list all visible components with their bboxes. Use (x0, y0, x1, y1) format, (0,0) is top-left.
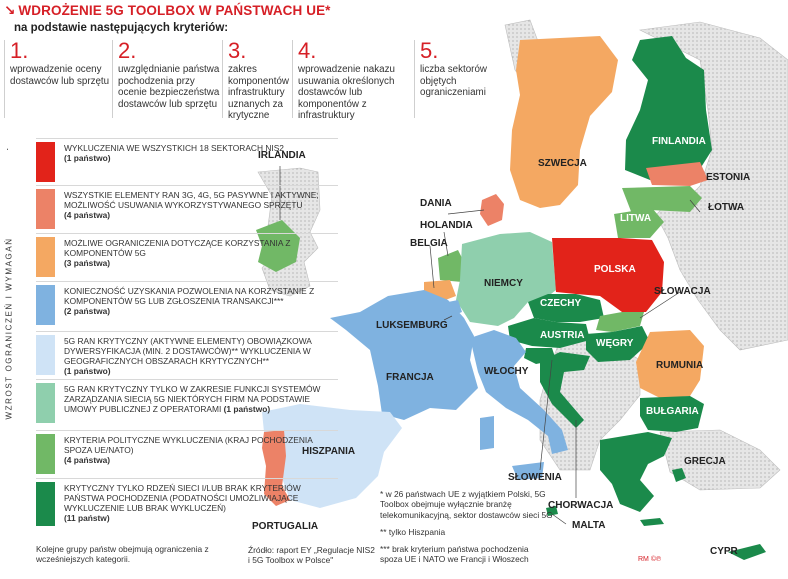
legend-swatch (36, 189, 55, 229)
label-hiszpania: HISZPANIA (302, 446, 356, 457)
criterion-text: wprowadzenie oceny dostawców lub sprzętu (10, 64, 110, 87)
note-2: ** tylko Hiszpania (380, 527, 446, 537)
legend-item-3 (36, 233, 338, 278)
criterion-number: 4. (298, 38, 317, 63)
criterion-text: zakres komponentów infrastruktury uznanych za krytyczne (228, 64, 289, 121)
criterion-1 (4, 40, 112, 118)
label-litwa: LITWA (620, 213, 652, 224)
legend-swatch (36, 335, 55, 375)
label-czechy: CZECHY (540, 298, 582, 309)
label-szwecja: SZWECJA (538, 158, 587, 169)
label-niemcy: NIEMCY (484, 278, 523, 289)
page-subtitle: na podstawie następujących kryteriów: (14, 22, 229, 34)
country-francja (330, 290, 478, 420)
label-holandia: HOLANDIA (420, 220, 473, 231)
source-note: Źródło: raport EY „Regulacje NIS2 i 5G Toolbox w Polsce" (248, 545, 375, 566)
legend-item-5 (36, 331, 338, 376)
label-wlochy: WŁOCHY (484, 366, 529, 377)
legend-swatch (36, 482, 55, 526)
page-title (4, 3, 331, 19)
label-slowacja: SŁOWACJA (654, 286, 711, 297)
label-luksemburg: LUKSEMBURG (376, 320, 448, 331)
note-1: * w 26 państwach UE z wyjątkiem Polski, 5G Toolbox obejmuje wyłącznie branżę telekomunikacyjną, sektor dostawców sieci 5G (380, 489, 553, 520)
label-malta: MALTA (572, 520, 606, 531)
legend-item-6 (36, 379, 338, 424)
label-austria: AUSTRIA (540, 330, 585, 341)
axis-label: WZROST OGRANICZEŃ I WYMAGAŃ (4, 237, 14, 420)
legend-text: WYKLUCZENIA WE WSZYSTKICH 18 SEKTORACH NIS2 (1 państwo) (64, 143, 284, 163)
criterion-5 (414, 40, 498, 118)
legend-text: KONIECZNOŚĆ UZYSKANIA POZWOLENIA NA KORZYSTANIE Z KOMPONENTÓW 5G LUB ZGŁOSZENIA TRANSAKCJI*** (2 państwa) (64, 286, 315, 316)
label-estonia: ESTONIA (706, 172, 751, 183)
criterion-text: wprowadzenie nakazu usuwania określonych dostawców lub komponentów z infrastruktury (298, 64, 395, 121)
legend-text: WSZYSTKIE ELEMENTY RAN 3G, 4G, 5G PASYWNE I AKTYWNE; MOŻLIWOŚĆ USUWANIA WYKORZYSTYWANEGO SPRZĘTU (4 państwa) (64, 190, 319, 220)
title-arrow-icon: ↘ (4, 3, 16, 18)
legend-swatch (36, 434, 55, 474)
legend-item-4 (36, 281, 338, 326)
label-finlandia: FINLANDIA (652, 136, 706, 147)
legend-swatch (36, 142, 55, 182)
legend-swatch (36, 285, 55, 325)
label-francja: FRANCJA (386, 372, 434, 383)
criterion-text: liczba sektorów objętych ograniczeniami (420, 64, 487, 98)
criterion-number: 1. (10, 38, 29, 63)
legend-text: KRYTYCZNY TYLKO RDZEŃ SIECI I/LUB BRAK KRYTERIÓW PAŃSTWA POCHODZENIA (PODATNOŚCI UMOŻLIWIAJĄCE WYKLUCZENIE LUB BRAK WYKLUCZEŃ) (11 państw) (64, 483, 301, 523)
label-polska: POLSKA (594, 264, 636, 275)
country-szwecja (510, 36, 618, 208)
label-bulgaria: BUŁGARIA (646, 406, 699, 417)
legend-text: MOŻLIWE OGRANICZENIA DOTYCZĄCE KORZYSTANIA Z KOMPONENTÓW 5G (3 państwa) (64, 238, 291, 268)
label-cypr: CYPR (710, 546, 738, 557)
legend-item-7 (36, 430, 338, 475)
criterion-number: 5. (420, 38, 439, 63)
criterion-2 (112, 40, 222, 118)
legend-text: 5G RAN KRYTYCZNY (AKTYWNE ELEMENTY) OBOWIĄZKOWA DYWERSYFIKACJA (MIN. 2 DOSTAWCÓW)** WYKLUCZENIA W GEOGRAFICZNYCH OBSZARACH KRYTYCZNYCH** (1 państwo) (64, 336, 312, 376)
legend-text: KRYTERIA POLITYCZNE WYKLUCZENIA (KRAJ POCHODZENIA SPOZA UE/NATO) (4 państwa) (64, 435, 313, 465)
title-text: WDROŻENIE 5G TOOLBOX W PAŃSTWACH UE* (18, 3, 331, 18)
label-grecja: GRECJA (684, 456, 726, 467)
legend-item-2 (36, 185, 338, 230)
note-3: *** brak kryterium państwa pochodzenia spoza UE i NATO we Francji i Włoszech (380, 544, 529, 565)
legend-text: 5G RAN KRYTYCZNY TYLKO W ZAKRESIE FUNKCJI SYSTEMÓW ZARZĄDZANIA SIECIĄ 5G NIEKTÓRYCH FIRM NA PODSTAWIE UMOWY PUBLICZNEJ Z OPERATORAMI (1 państwo) (64, 384, 321, 414)
footnote-left: Kolejne grupy państw obejmują ograniczenia z wcześniejszych kategorii. (36, 544, 209, 565)
criterion-text: uwzględnianie państwa pochodzenia przy ocenie bezpieczeństwa dostawców lub sprzętu (118, 64, 220, 110)
label-slowenia: SŁOWENIA (508, 472, 562, 483)
criterion-number: 2. (118, 38, 137, 63)
label-wegry: WĘGRY (596, 338, 634, 349)
label-rumunia: RUMUNIA (656, 360, 704, 371)
criterion-4 (292, 38, 414, 121)
label-lotwa: ŁOTWA (708, 202, 745, 213)
label-belgia: BELGIA (410, 238, 448, 249)
legend-swatch (36, 383, 55, 423)
criterion-number: 3. (228, 38, 247, 63)
label-dania: DANIA (420, 198, 452, 209)
label-irlandia: IRLANDIA (258, 150, 306, 161)
label-chorwacja: CHORWACJA (548, 500, 614, 511)
legend-swatch (36, 237, 55, 277)
criterion-3 (222, 38, 292, 121)
label-portugalia: PORTUGALIA (252, 521, 319, 532)
credit-logo: RM ©℗ (638, 556, 662, 563)
sardynia (480, 416, 494, 450)
